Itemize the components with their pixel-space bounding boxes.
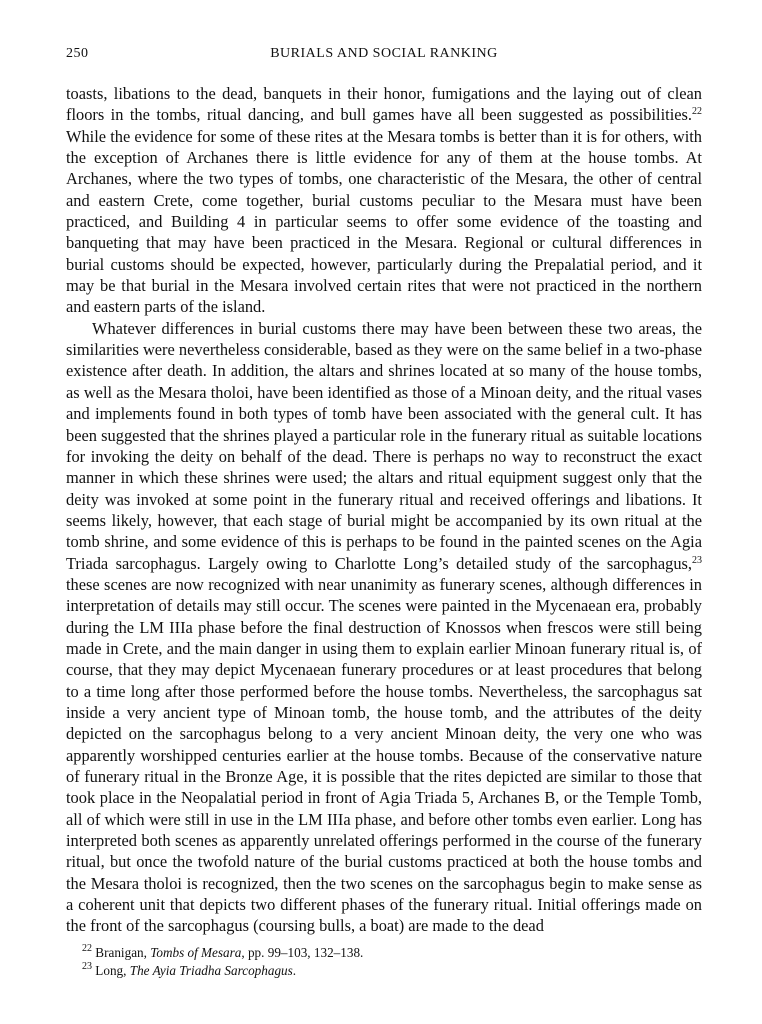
footnote-rest: . (292, 963, 297, 978)
paragraph (66, 83, 702, 318)
paragraph-text: While the evidence for some of these rites at the Mesara tombs is better than it is for others, with the exception of Archanes there is little evidence for any of them at the house tombs. At Archanes, where the two types of tombs, one characteristic of the Mesara, the other of central and eastern Crete, come together, burial customs peculiar to the Mesara must have been practiced, and Building 4 in particular seems to offer some evidence of the toasting and banqueting that may have been practiced in the Mesara. Regional or cultural differences in burial customs should be expected, however, particularly during the Prepalatial period, and it may be that burial in the Mesara involved certain rites that were not practiced in the northern and eastern parts of the island. (66, 126, 702, 317)
page-number: 250 (66, 46, 89, 61)
footnotes (66, 944, 702, 980)
footnote-author: Long, (95, 963, 130, 978)
paragraph (66, 318, 702, 937)
body-text (66, 83, 702, 937)
footnote (66, 944, 702, 962)
running-head: BURIALS AND SOCIAL RANKING (270, 46, 498, 61)
footnote-ref: 22 (692, 106, 702, 118)
page-header (66, 46, 702, 68)
footnote-number: 23 (82, 961, 92, 972)
paragraph-text: these scenes are now recognized with near unanimity as funerary scenes, although differences in interpretation of details may still occur. The scenes were painted in the Mycenaean era, probably during the LM IIIa phase before the final destruction of Knossos when frescos were still being made in Crete, and the main danger in using them to explain earlier Minoan funerary ritual is, of course, that they may depict Mycenaean funerary procedures or at least procedures that belong to a time long after those performed before the house tombs. Nevertheless, the sarcophagus sat inside a very ancient type of Minoan tomb, the house tomb, and the attributes of the deity depicted on the sarcophagus belong to a very ancient Minoan deity, the very one who was apparently worshipped centuries earlier at the house tombs. Because of the conservative nature of funerary ritual in the Bronze Age, it is possible that the rites depicted are similar to those that took place in the Neopalatial period in front of Agia Triada 5, Archanes B, or the Temple Tomb, all of which were still in use in the LM IIIa phase, and before other tombs even earlier. Long has interpreted both scenes as apparently unrelated offerings performed in the course of the funerary ritual, but once the twofold nature of the burial customs practiced at both the house tombs and the Mesara tholoi is recognized, then the two scenes on the sarcophagus begin to make sense as a coherent unit that depicts two different phases of the funerary ritual. Initial offerings made on the front of the sarcophagus (coursing bulls, a boat) are made to the dead (66, 574, 702, 936)
footnote (66, 962, 702, 980)
paragraph-text: toasts, libations to the dead, banquets in their honor, fumigations and the laying out of clean floors in the tombs, ritual dancing, and bull games have all been suggested as possibilities. (66, 84, 702, 125)
paragraph-text: Whatever differences in burial customs there may have been between these two areas, the similarities were nevertheless considerable, based as they were on the same belief in a two-phase existence after death. In addition, the altars and shrines located at so many of the house tombs, as well as the Mesara tholoi, have been identified as those of a Minoan deity, and the ritual vases and implements found in both types of tomb have been associated with the general cult. It has been suggested that the shrines played a particular role in the funerary ritual as suitable locations for invoking the deity on behalf of the dead. There is perhaps no way to reconstruct the exact manner in which these shrines were used; the altars and ritual equipment suggest only that the deity was invoked at some point in the funerary ritual and received offerings and libations. It seems likely, however, that each stage of burial might be accompanied by its own ritual at the tomb shrine, and some evidence of this is perhaps to be found in the painted scenes on the Agia Triada sarcophagus. Largely owing to Charlotte Long’s detailed study of the sarcophagus, (66, 318, 702, 573)
footnote-author: Branigan, (95, 945, 151, 960)
footnote-title: The Ayia Triadha Sarcophagus (129, 963, 293, 978)
footnote-number: 22 (82, 943, 92, 954)
footnote-ref: 23 (692, 554, 702, 566)
footnote-rest: , pp. 99–103, 132–138. (241, 945, 364, 960)
footnote-title: Tombs of Mesara (150, 945, 242, 960)
